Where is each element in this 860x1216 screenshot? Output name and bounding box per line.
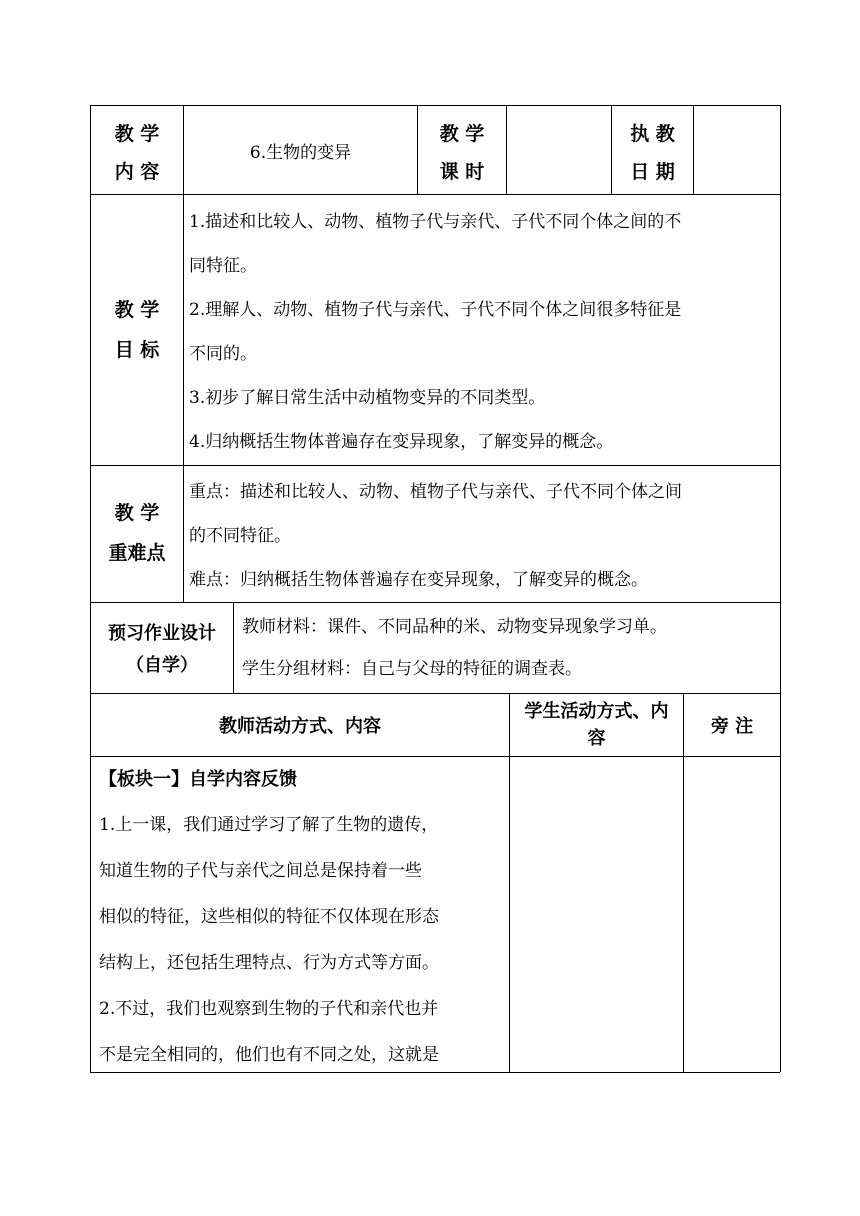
period-label-line: 课 时 [439,161,485,183]
objectives-line: 3.初步了解日常生活中动植物变异的不同类型。 [189,388,546,408]
student-activity-header-line: 容 [587,728,606,749]
key-points-label [91,493,183,573]
grid-line [90,105,91,1072]
period-value [507,106,611,194]
grid-line [90,194,780,195]
objectives-text [189,200,777,464]
teacher-activity-text [99,802,505,1078]
teacher-activity-line: 1.上一课，我们通过学习了解了生物的遗传， [99,815,439,835]
objectives-line: 不同的。 [189,344,257,364]
teacher-activity-line: 相似的特征，这些相似的特征不仅体现在形态 [99,907,439,927]
date-label-line: 日 期 [630,161,675,183]
key-points-line: 的不同特征。 [189,526,291,546]
teacher-activity-line: 不是完全相同的，他们也有不同之处，这就是 [99,1045,439,1065]
period-label [418,106,506,194]
teacher-activity-header-text: 教师活动方式、内容 [219,716,381,737]
objectives-line: 同特征。 [189,256,257,276]
objectives-line: 2.理解人、动物、植物子代与亲代、子代不同个体之间很多特征是 [189,300,682,320]
date-label [612,106,693,194]
content-label-line: 教 学 [114,123,160,145]
grid-line [233,602,234,693]
content-label [91,106,183,194]
key-points-line: 难点：归纳概括生物体普遍存在变异现象，了解变异的概念。 [189,570,648,590]
preview-label-line: （自学） [126,655,198,676]
grid-line [780,105,781,1072]
key-points-label-line: 教 学 [114,502,160,524]
objectives-line: 4.归纳概括生物体普遍存在变异现象，了解变异的概念。 [189,432,614,452]
notes-header-text: 旁 注 [710,716,754,737]
preview-label [91,618,233,682]
section-title: 【板块一】自学内容反馈 [99,769,297,790]
objectives-label [91,290,183,370]
key-points-line: 重点：描述和比较人、动物、植物子代与亲代、子代不同个体之间 [189,482,682,502]
date-label-line: 执 教 [630,123,675,145]
preview-label-line: 预习作业设计 [108,623,216,644]
preview-text [242,606,777,690]
objectives-label-line: 教 学 [114,299,160,321]
key-points-label-line: 重难点 [108,542,166,564]
notes-header [684,694,780,756]
teacher-activity-line: 2.不过，我们也观察到生物的子代和亲代也并 [99,999,439,1019]
period-label-line: 教 学 [439,123,485,145]
teacher-activity-content [99,762,505,1078]
student-activity-header-line: 学生活动方式、内 [524,701,669,722]
lesson-title: 6.生物的变异 [249,142,352,163]
content-value [184,106,417,194]
teacher-activity-line: 知道生物的子代与亲代之间总是保持着一些 [99,861,422,881]
teacher-activity-header [91,694,509,756]
objectives-line: 1.描述和比较人、动物、植物子代与亲代、子代不同个体之间的不 [189,212,682,232]
grid-line [90,602,780,603]
grid-line [90,465,780,466]
grid-line [90,756,780,757]
objectives-label-line: 目 标 [114,339,160,361]
teacher-activity-line: 结构上，还包括生理特点、行为方式等方面。 [99,953,439,973]
content-label-line: 内 容 [114,161,160,183]
date-value [694,106,780,194]
student-activity-header [510,698,683,752]
preview-line: 教师材料：课件、不同品种的米、动物变异现象学习单。 [242,617,667,637]
key-points-text [189,470,777,602]
preview-line: 学生分组材料：自己与父母的特征的调查表。 [242,659,582,679]
